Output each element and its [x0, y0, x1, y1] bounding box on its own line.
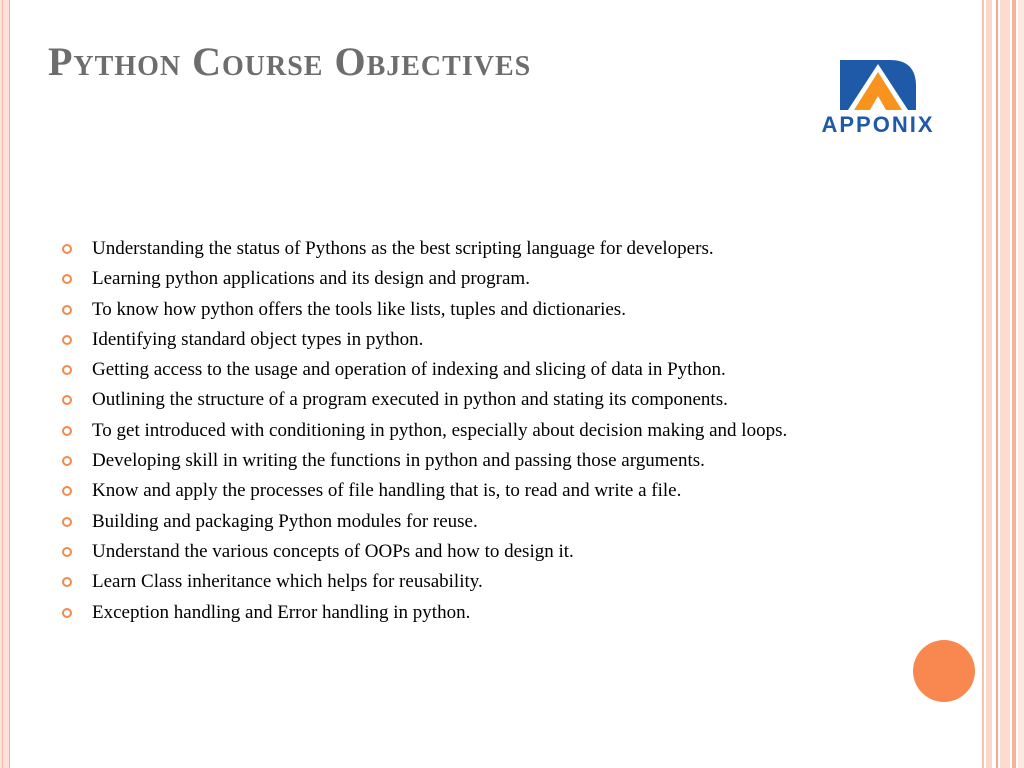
objective-text: Know and apply the processes of file handling that is, to read and write a file.	[92, 480, 682, 502]
objective-text: Identifying standard object types in python.	[92, 328, 424, 350]
list-item	[62, 389, 892, 410]
bullet-icon	[62, 456, 72, 466]
apponix-triangle-logo-icon	[778, 56, 978, 112]
list-item	[62, 420, 892, 441]
objective-text: To get introduced with conditioning in python, especially about decision making and loops.	[92, 419, 788, 441]
bullet-icon	[62, 335, 72, 345]
bullet-icon	[62, 274, 72, 284]
objective-text: Getting access to the usage and operation of indexing and slicing of data in Python.	[92, 359, 726, 381]
decorative-orange-circle	[913, 640, 975, 702]
objective-text: Learn Class inheritance which helps for reusability.	[92, 571, 483, 593]
bullet-icon	[62, 365, 72, 375]
slide-title: Python Course Objectives	[48, 39, 532, 84]
list-item	[62, 511, 892, 532]
left-decorative-border	[0, 0, 10, 768]
bullet-icon	[62, 547, 72, 557]
stripe	[986, 0, 992, 768]
bullet-icon	[62, 486, 72, 496]
list-item	[62, 329, 892, 350]
bullet-icon	[62, 305, 72, 315]
list-item	[62, 299, 892, 320]
objective-text: Developing skill in writing the functions in python and passing those arguments.	[92, 450, 705, 472]
list-item	[62, 602, 892, 623]
objective-text: To know how python offers the tools like lists, tuples and dictionaries.	[92, 298, 626, 320]
list-item	[62, 238, 892, 259]
objective-text: Outlining the structure of a program executed in python and stating its components.	[92, 389, 728, 411]
stripe	[982, 0, 984, 768]
list-item	[62, 480, 892, 501]
bullet-icon	[62, 395, 72, 405]
stripe	[1012, 0, 1016, 768]
bullet-icon	[62, 426, 72, 436]
bullet-icon	[62, 517, 72, 527]
list-item	[62, 268, 892, 289]
bullet-icon	[62, 608, 72, 618]
stripe	[1000, 0, 1010, 768]
objectives-list	[62, 238, 892, 632]
stripe	[1018, 0, 1024, 768]
list-item	[62, 450, 892, 471]
bullet-icon	[62, 577, 72, 587]
objective-text: Building and packaging Python modules for reuse.	[92, 510, 478, 532]
list-item	[62, 359, 892, 380]
list-item	[62, 571, 892, 592]
objective-text: Learning python applications and its design and program.	[92, 268, 530, 290]
logo-text: APPONIX	[821, 112, 935, 137]
stripe	[996, 0, 998, 768]
objective-text: Exception handling and Error handling in python.	[92, 601, 471, 623]
bullet-icon	[62, 244, 72, 254]
right-decorative-stripes	[978, 0, 1024, 768]
apponix-logo	[778, 56, 978, 140]
objective-text: Understand the various concepts of OOPs and how to design it.	[92, 540, 574, 562]
list-item	[62, 541, 892, 562]
objective-text: Understanding the status of Pythons as the best scripting language for developers.	[92, 238, 714, 259]
